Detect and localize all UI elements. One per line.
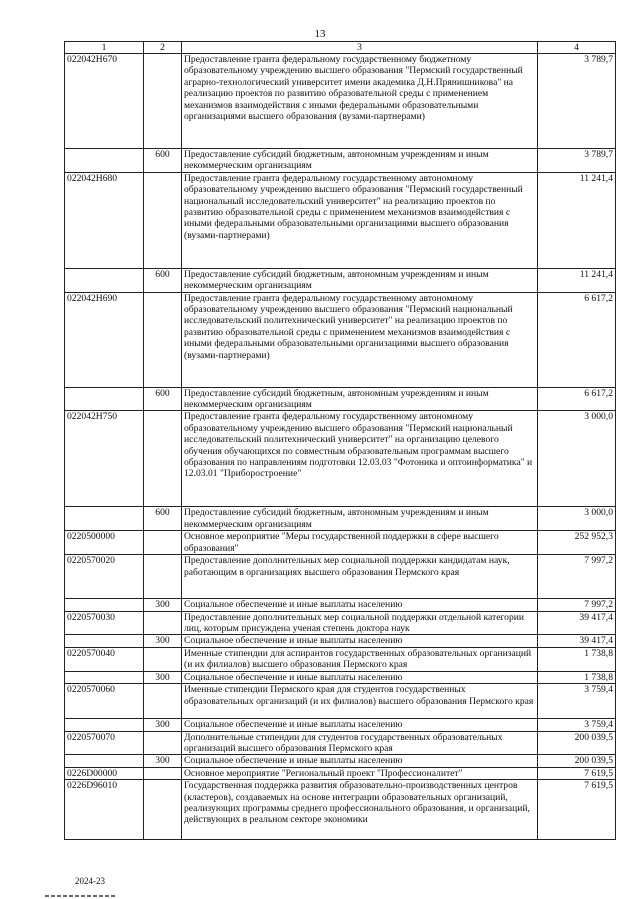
column-header-row bbox=[65, 42, 616, 54]
row-amount: 1 738,8 bbox=[538, 647, 616, 671]
row-code bbox=[65, 507, 144, 531]
row-amount: 7 997,2 bbox=[538, 555, 616, 599]
row-description: Именные стипендии для аспирантов государственных образовательных организаций (и их филиалов) высшего образования Пермского края bbox=[182, 647, 538, 671]
row-code bbox=[65, 719, 144, 731]
row-description: Предоставление гранта федеральному государственному автономному образовательному учреждению высшего образования "Пермский национальный исследовательский политехнический университет" на реализацию проектов по развитию образовательной среды с применением механизмов взаимодействия с иными федеральными образовательными организациями высшего образования (вузами-партнерами) bbox=[182, 292, 538, 387]
row-amount: 7 997,2 bbox=[538, 599, 616, 611]
row-description: Дополнительные стипендии для студентов государственных образовательных организаций высшего образования Пермского края bbox=[182, 731, 538, 755]
row-expense-type bbox=[144, 767, 182, 779]
row-amount: 3 000,0 bbox=[538, 507, 616, 531]
table-row bbox=[65, 387, 616, 411]
row-expense-type bbox=[144, 555, 182, 599]
table-row bbox=[65, 268, 616, 292]
table-row bbox=[65, 54, 616, 149]
row-code: 022042Н680 bbox=[65, 172, 144, 268]
row-description: Основное мероприятие "Региональный проект "Профессионалитет" bbox=[182, 767, 538, 779]
row-expense-type bbox=[144, 172, 182, 268]
row-amount: 200 039,5 bbox=[538, 731, 616, 755]
row-amount: 1 738,8 bbox=[538, 671, 616, 683]
row-code: 0220500000 bbox=[65, 531, 144, 555]
row-expense-type bbox=[144, 647, 182, 671]
row-amount: 3 759,4 bbox=[538, 684, 616, 719]
table-row bbox=[65, 719, 616, 731]
row-expense-type: 600 bbox=[144, 149, 182, 173]
row-description: Государственная поддержка развития образовательно-производственных центров (кластеров), создаваемых на основе интеграции образовательных организаций, реализующих программы среднего профессионального образования, и организаций, действующих в реальном секторе экономики bbox=[182, 780, 538, 840]
row-description: Предоставление гранта федеральному государственному автономному образовательному учреждению высшего образования "Пермский государственный национальный исследовательский университет" на реализацию проектов по развитию образовательной среды с применением механизмов взаимодействия с иными федеральными образовательными организациями высшего образования (вузами-партнерами) bbox=[182, 172, 538, 268]
row-amount: 3 759,4 bbox=[538, 719, 616, 731]
row-code bbox=[65, 149, 144, 173]
table-row bbox=[65, 531, 616, 555]
table-row bbox=[65, 507, 616, 531]
row-expense-type: 300 bbox=[144, 599, 182, 611]
row-expense-type bbox=[144, 54, 182, 149]
column-header: 3 bbox=[182, 42, 538, 54]
row-code bbox=[65, 755, 144, 767]
row-amount: 39 417,4 bbox=[538, 635, 616, 647]
row-code: 0226D00000 bbox=[65, 767, 144, 779]
row-code bbox=[65, 268, 144, 292]
budget-table bbox=[64, 41, 616, 840]
row-expense-type bbox=[144, 731, 182, 755]
row-amount: 11 241,4 bbox=[538, 172, 616, 268]
row-expense-type bbox=[144, 292, 182, 387]
row-code: 0220570030 bbox=[65, 611, 144, 635]
column-header: 4 bbox=[538, 42, 616, 54]
table-row bbox=[65, 780, 616, 840]
row-description: Предоставление дополнительных мер социальной поддержки отдельной категории лиц, которым присуждена ученая степень доктора наук bbox=[182, 611, 538, 635]
row-description: Предоставление субсидий бюджетным, автономным учреждениям и иным некоммерческим организациям bbox=[182, 149, 538, 173]
row-code bbox=[65, 635, 144, 647]
row-description: Предоставление дополнительных мер социальной поддержки кандидатам наук, работающим в организациях высшего образования Пермского края bbox=[182, 555, 538, 599]
row-code bbox=[65, 387, 144, 411]
row-code: 022042Н750 bbox=[65, 411, 144, 507]
row-amount: 7 619,5 bbox=[538, 767, 616, 779]
scan-mark bbox=[45, 895, 115, 897]
table-row bbox=[65, 555, 616, 599]
row-expense-type bbox=[144, 684, 182, 719]
row-code: 0220570020 bbox=[65, 555, 144, 599]
row-expense-type: 600 bbox=[144, 268, 182, 292]
row-code: 022042Н690 bbox=[65, 292, 144, 387]
table-row bbox=[65, 684, 616, 719]
row-description: Социальное обеспечение и иные выплаты населению bbox=[182, 671, 538, 683]
row-description: Предоставление гранта федеральному государственному бюджетному образовательному учреждению высшего образования "Пермский государственный аграрно-технологический университет имени академика Д.Н.Прянишникова" на реализацию проектов по развитию образовательной среды с применением механизмов взаимодействия с иными федеральными образовательными организациями высшего образования (вузами-партнерами) bbox=[182, 54, 538, 149]
row-description: Именные стипендии Пермского края для студентов государственных образовательных организаций (и их филиалов) высшего образования Пермского края bbox=[182, 684, 538, 719]
row-code: 0220570060 bbox=[65, 684, 144, 719]
column-header: 1 bbox=[65, 42, 144, 54]
row-amount: 39 417,4 bbox=[538, 611, 616, 635]
row-description: Социальное обеспечение и иные выплаты населению bbox=[182, 755, 538, 767]
row-description: Социальное обеспечение и иные выплаты населению bbox=[182, 599, 538, 611]
column-header: 2 bbox=[144, 42, 182, 54]
row-code: 0226D96010 bbox=[65, 780, 144, 840]
footer-code: 2024-23 bbox=[75, 876, 105, 886]
row-amount: 3 789,7 bbox=[538, 149, 616, 173]
row-amount: 6 617,2 bbox=[538, 292, 616, 387]
table-row bbox=[65, 149, 616, 173]
row-description: Социальное обеспечение и иные выплаты населению bbox=[182, 719, 538, 731]
table-row bbox=[65, 755, 616, 767]
table-row bbox=[65, 611, 616, 635]
table-row bbox=[65, 671, 616, 683]
table-row bbox=[65, 767, 616, 779]
row-amount: 3 000,0 bbox=[538, 411, 616, 507]
page-number: 13 bbox=[314, 28, 326, 40]
row-amount: 7 619,5 bbox=[538, 780, 616, 840]
row-amount: 200 039,5 bbox=[538, 755, 616, 767]
row-amount: 252 952,3 bbox=[538, 531, 616, 555]
row-expense-type: 300 bbox=[144, 671, 182, 683]
row-expense-type: 300 bbox=[144, 755, 182, 767]
row-description: Социальное обеспечение и иные выплаты населению bbox=[182, 635, 538, 647]
row-expense-type bbox=[144, 411, 182, 507]
table-row bbox=[65, 635, 616, 647]
row-code: 0220570040 bbox=[65, 647, 144, 671]
row-amount: 6 617,2 bbox=[538, 387, 616, 411]
row-expense-type bbox=[144, 780, 182, 840]
row-expense-type: 300 bbox=[144, 719, 182, 731]
row-amount: 3 789,7 bbox=[538, 54, 616, 149]
table-row bbox=[65, 731, 616, 755]
row-code bbox=[65, 671, 144, 683]
row-expense-type bbox=[144, 611, 182, 635]
row-description: Предоставление субсидий бюджетным, автономным учреждениям и иным некоммерческим организациям bbox=[182, 268, 538, 292]
table-row bbox=[65, 411, 616, 507]
row-amount: 11 241,4 bbox=[538, 268, 616, 292]
table-row bbox=[65, 292, 616, 387]
row-description: Предоставление субсидий бюджетным, автономным учреждениям и иным некоммерческим организациям bbox=[182, 387, 538, 411]
row-expense-type: 300 bbox=[144, 635, 182, 647]
row-code bbox=[65, 599, 144, 611]
row-description: Предоставление субсидий бюджетным, автономным учреждениям и иным некоммерческим организациям bbox=[182, 507, 538, 531]
row-code: 022042Н670 bbox=[65, 54, 144, 149]
row-code: 0220570070 bbox=[65, 731, 144, 755]
table-row bbox=[65, 599, 616, 611]
row-description: Основное мероприятие "Меры государственной поддержки в сфере высшего образования" bbox=[182, 531, 538, 555]
table-row bbox=[65, 647, 616, 671]
row-expense-type bbox=[144, 531, 182, 555]
row-description: Предоставление гранта федеральному государственному автономному образовательному учреждению высшего образования "Пермский национальный исследовательский политехнический университет" на организацию целевого обучения обучающихся по совместным образовательным программам высшего образования по направлениям подготовки 12.03.03 "Фотоника и оптоинформатика" и 12.03.01 "Приборостроение" bbox=[182, 411, 538, 507]
row-expense-type: 600 bbox=[144, 507, 182, 531]
row-expense-type: 600 bbox=[144, 387, 182, 411]
table-row bbox=[65, 172, 616, 268]
